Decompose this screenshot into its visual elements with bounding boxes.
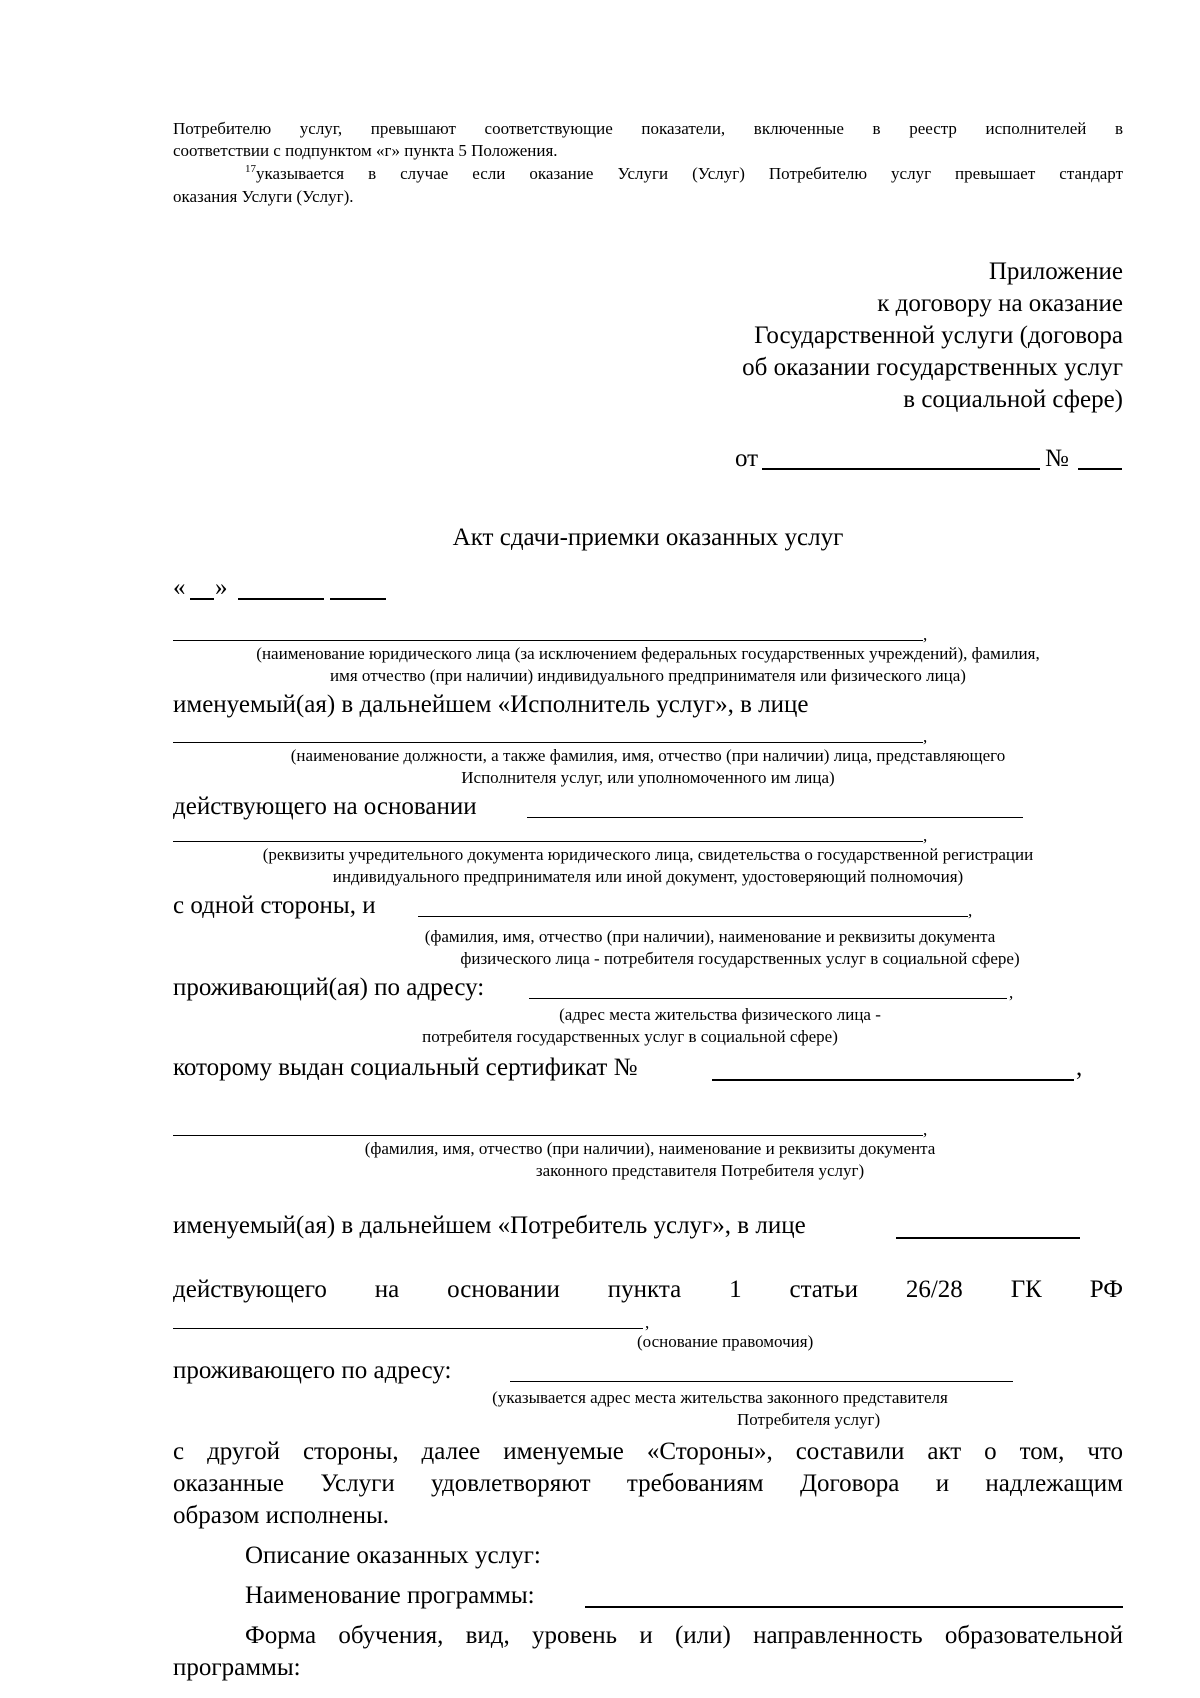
caption-address-line2: потребителя государственных услуг в социальной сфере) [422,1027,838,1046]
appendix-line2: к договору на оказание [877,290,1123,317]
word: статьи [789,1276,858,1303]
consumer-name-field[interactable] [418,916,968,917]
other-side-line2: оказанные Услуги удовлетворяют требованиям Договора и надлежащим [173,1470,1123,1497]
footnote-16-line2: соответствии с подпунктом «г» пункта 5 Положения. [173,141,558,160]
caption-rep-address-line1: (указывается адрес места жительства законного представителя [492,1388,948,1407]
caption-position-line2: Исполнителя услуг, или уполномоченного им лица) [461,768,835,787]
other-side-line1: с другой стороны, далее именуемые «Стороны», составили акт о том, что [173,1438,1123,1465]
caption-legal-rep-line1: (фамилия, имя, отчество (при наличии), наименование и реквизиты документа [364,1139,936,1158]
form-training-line2: программы: [173,1654,301,1681]
caption-org-line1: (наименование юридического лица (за исключением федеральных государственных учреждений), фамилия, [256,644,1040,663]
appendix-line4: об оказании государственных услуг [742,354,1123,381]
one-side-label: с одной стороны, и [173,892,376,919]
comma: , [1009,983,1014,1002]
program-name-field[interactable] [585,1606,1123,1608]
footnote-16-line1: Потребителю услуг, превышают соответствующие показатели, включенные в реестр исполнителей в [173,119,1123,138]
caption-org-line2: имя отчество (при наличии) индивидуального предпринимателя или физического лица) [330,666,966,685]
word: РФ [1089,1276,1123,1303]
word: 26/28 [905,1276,963,1303]
contract-date-field[interactable] [762,468,1040,470]
comma: , [923,625,928,644]
footnote-17-line1: $^{17}$указывается в случае если оказание Услуги (Услуг) Потребителю услуг превышает стандарт [245,163,1123,183]
executor-requisites-field[interactable] [173,841,923,842]
comma: , [1076,1054,1083,1081]
executor-representative-field[interactable] [173,742,923,743]
comma: , [968,901,973,920]
consumer-line: именуемый(ая) в дальнейшем «Потребитель услуг», в лице [173,1212,806,1239]
comma: , [645,1313,650,1332]
executor-name-field[interactable] [173,640,923,641]
caption-authority: (основание правомочия) [637,1332,814,1351]
authority-basis-field[interactable] [173,1328,643,1329]
rep-residing-label: проживающего по адресу: [173,1357,452,1384]
program-name-label: Наименование программы: [245,1582,535,1609]
caption-rep-address-line2: Потребителя услуг) [737,1410,881,1429]
services-description-label: Описание оказанных услуг: [245,1542,541,1569]
word: ГК [1010,1276,1042,1303]
word: действующего [173,1276,327,1303]
word: 1 [729,1276,742,1303]
page-title: Акт сдачи-приемки оказанных услуг [452,524,844,551]
caption-position-line1: (наименование должности, а также фамилия, имя, отчество (при наличии) лица, представляющего [290,746,1006,765]
acting-basis-label: действующего на основании [173,793,477,820]
legal-representative-field[interactable] [173,1135,923,1136]
appendix-number-label: № [1045,445,1069,472]
act-month-field[interactable] [238,598,324,600]
certificate-label: которому выдан социальный сертификат № [173,1054,638,1081]
footnote-17-line2: оказания Услуги (Услуг). [173,187,354,206]
comma: , [923,727,928,746]
appendix-line3: Государственной услуги (договора [754,322,1123,349]
consumer-address-field[interactable] [529,998,1007,999]
other-side-line3: образом исполнены. [173,1502,390,1529]
caption-requisites-line1: (реквизиты учредительного документа юридического лица, свидетельства о государственной регистрации [262,845,1034,864]
comma: , [923,1120,928,1139]
act-year-field[interactable] [330,598,386,600]
caption-person-line1: (фамилия, имя, отчество (при наличии), наименование и реквизиты документа [424,927,996,946]
appendix-from-label: от [735,445,759,472]
word: пункта [607,1276,682,1303]
acting-basis-field[interactable] [527,817,1023,818]
caption-address-line1: (адрес места жительства физического лица - [559,1005,881,1024]
act-day-field[interactable] [190,598,214,600]
form-training-line1: Форма обучения, вид, уровень и (или) направленность образовательной [245,1622,1123,1649]
certificate-number-field[interactable] [712,1079,1074,1081]
word: основании [447,1276,560,1303]
caption-requisites-line2: индивидуального предпринимателя или иной документ, удостоверяющий полномочия) [332,867,964,886]
word: на [374,1276,400,1303]
date-quote-open: « [173,574,186,601]
appendix-line5: в социальной сфере) [903,386,1123,413]
contract-number-field[interactable] [1078,468,1122,470]
representative-address-field[interactable] [510,1381,1013,1382]
consumer-representative-field[interactable] [896,1237,1080,1239]
executor-line: именуемый(ая) в дальнейшем «Исполнитель услуг», в лице [173,691,809,718]
footnote-17-number: 17 [245,163,256,175]
caption-legal-rep-line2: законного представителя Потребителя услуг) [535,1161,865,1180]
appendix-line1: Приложение [988,258,1123,285]
acting-basis-statute-line [173,1274,1123,1306]
residing-label: проживающий(ая) по адресу: [173,974,485,1001]
caption-person-line2: физического лица - потребителя государственных услуг в социальной сфере) [460,949,1020,968]
date-quote-close: » [215,574,228,601]
comma: , [923,826,928,845]
